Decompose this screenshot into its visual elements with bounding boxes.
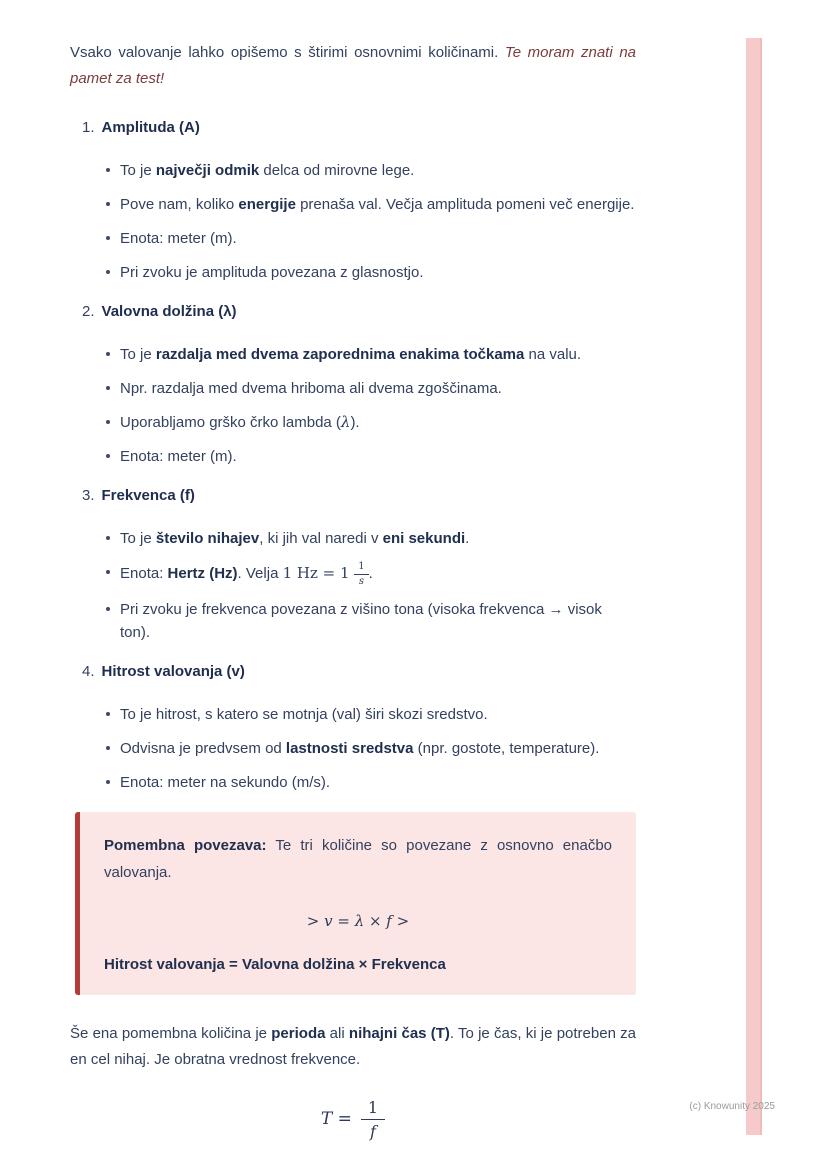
text-segment: . (368, 564, 373, 582)
formula-lhs: T = (320, 1109, 352, 1129)
bullet-list (106, 703, 636, 794)
page-content (70, 40, 636, 1141)
text-segment: . Velja (237, 564, 283, 582)
section-title: Valovna dolžina (λ) (101, 303, 237, 320)
section-heading (82, 116, 636, 139)
text-segment: Pomembna povezava: (104, 837, 267, 854)
section-number: 3. (82, 487, 95, 504)
page-edge-stripe (746, 38, 762, 1135)
period-paragraph (70, 1021, 636, 1073)
text-segment: To je (120, 530, 156, 547)
text-segment: Odvisna je predvsem od (120, 740, 286, 757)
period-fraction (361, 1097, 385, 1141)
text-segment: nihajni čas (T) (348, 1025, 450, 1042)
text-segment: Uporabljamo grško črko lambda ( (120, 414, 341, 431)
text-segment: Enota: meter na sekundo (m/s). (120, 774, 331, 791)
bullet-list (106, 343, 636, 468)
text-segment: prenaša val. Večja amplituda pomeni več energije. (295, 196, 635, 213)
text-segment: To je hitrost, s katero se motnja (val) širi skozi sredstvo. (120, 706, 488, 723)
bullet-item (106, 193, 636, 216)
bullet-item (106, 411, 636, 434)
text-segment: To je (120, 346, 156, 363)
bullet-item (106, 527, 636, 550)
copyright-footer: (c) Knowunity 2025 (689, 1101, 775, 1112)
bullet-item (106, 737, 636, 760)
section-heading (82, 300, 636, 323)
bullet-item (106, 343, 636, 366)
text-segment: To je (120, 162, 156, 179)
wave-equation-formula: > v = λ × f > (306, 912, 410, 930)
fraction-numerator: 1 (354, 561, 368, 575)
wave-equation-in-words: Hitrost valovanja = Valovna dolžina × Frekvenca (104, 956, 446, 973)
text-segment: Hertz (Hz) (167, 564, 238, 582)
section-title: Hitrost valovanja (v) (101, 663, 245, 680)
fraction (354, 561, 368, 587)
text-segment: razdalja med dvema zaporednima enakima točkama (155, 346, 525, 363)
section-title: Frekvenca (f) (101, 487, 195, 504)
section-heading (82, 484, 636, 507)
text-segment: eni sekundi (382, 530, 466, 547)
bullet-item (106, 561, 636, 587)
fraction-denominator: s (358, 575, 365, 587)
section-number: 4. (82, 663, 95, 680)
text-segment: Pri zvoku je amplituda povezana z glasnostjo. (120, 264, 424, 281)
text-segment: energije (238, 196, 296, 213)
text-segment: na valu. (524, 346, 582, 363)
text-segment: λ (340, 413, 351, 431)
bullet-item (106, 227, 636, 250)
text-segment: Enota: meter (m). (120, 230, 237, 247)
bullet-item (106, 445, 636, 468)
text-segment: Enota: (120, 564, 168, 582)
bullet-list (106, 159, 636, 284)
section-item (82, 116, 636, 284)
bullet-item (106, 159, 636, 182)
section-title: Amplituda (A) (101, 119, 200, 136)
period-formula (70, 1097, 636, 1141)
fraction-denominator: f (370, 1122, 376, 1141)
text-segment: . To je čas, ki je potreben za en cel nihaj. Je obratna vrednost frekvence. (70, 1025, 636, 1068)
text-segment: ). (350, 414, 360, 431)
text-segment: (npr. gostote, temperature). (413, 740, 600, 757)
bullet-item (106, 703, 636, 726)
text-segment: ali (325, 1025, 349, 1042)
text-segment: Enota: meter (m). (120, 448, 237, 465)
text-segment: število nihajev (155, 530, 260, 547)
text-segment: Pove nam, koliko (120, 196, 239, 213)
text-segment: Te tri količine so povezane z osnovno enačbo valovanja. (104, 837, 613, 881)
section-item (82, 660, 636, 794)
bullet-item (106, 261, 636, 284)
text-segment: Vsako valovanje lahko opišemo s štirimi osnovnimi količinami. (70, 44, 505, 61)
text-segment: , ki jih val naredi v (259, 530, 383, 547)
text-segment: 1 Hz = 1 (282, 563, 355, 582)
text-segment: . (465, 530, 470, 547)
callout-lead (104, 832, 612, 886)
text-segment: največji odmik (155, 162, 260, 179)
text-segment: perioda (271, 1025, 326, 1042)
text-segment: Pri zvoku je frekvenca povezana z višino tona (visoka frekvenca → visok ton). (120, 601, 602, 641)
section-number: 2. (82, 303, 95, 320)
intro-paragraph (70, 40, 636, 92)
section-item (82, 484, 636, 644)
section-heading (82, 660, 636, 683)
text-segment: Še ena pomembna količina je (70, 1025, 272, 1042)
bullet-item (106, 771, 636, 794)
text-segment: Npr. razdalja med dvema hriboma ali dvema zgoščinama. (120, 380, 502, 397)
bullet-item (106, 598, 636, 644)
bullet-list (106, 527, 636, 644)
text-segment: Te moram znati na pamet za test! (70, 44, 636, 87)
sections-list (70, 116, 636, 794)
section-item (82, 300, 636, 468)
fraction-numerator: 1 (361, 1097, 385, 1120)
text-segment: delca od mirovne lege. (259, 162, 415, 179)
section-number: 1. (82, 119, 95, 136)
bullet-item (106, 377, 636, 400)
text-segment: lastnosti sredstva (285, 740, 414, 757)
important-callout (75, 812, 636, 995)
